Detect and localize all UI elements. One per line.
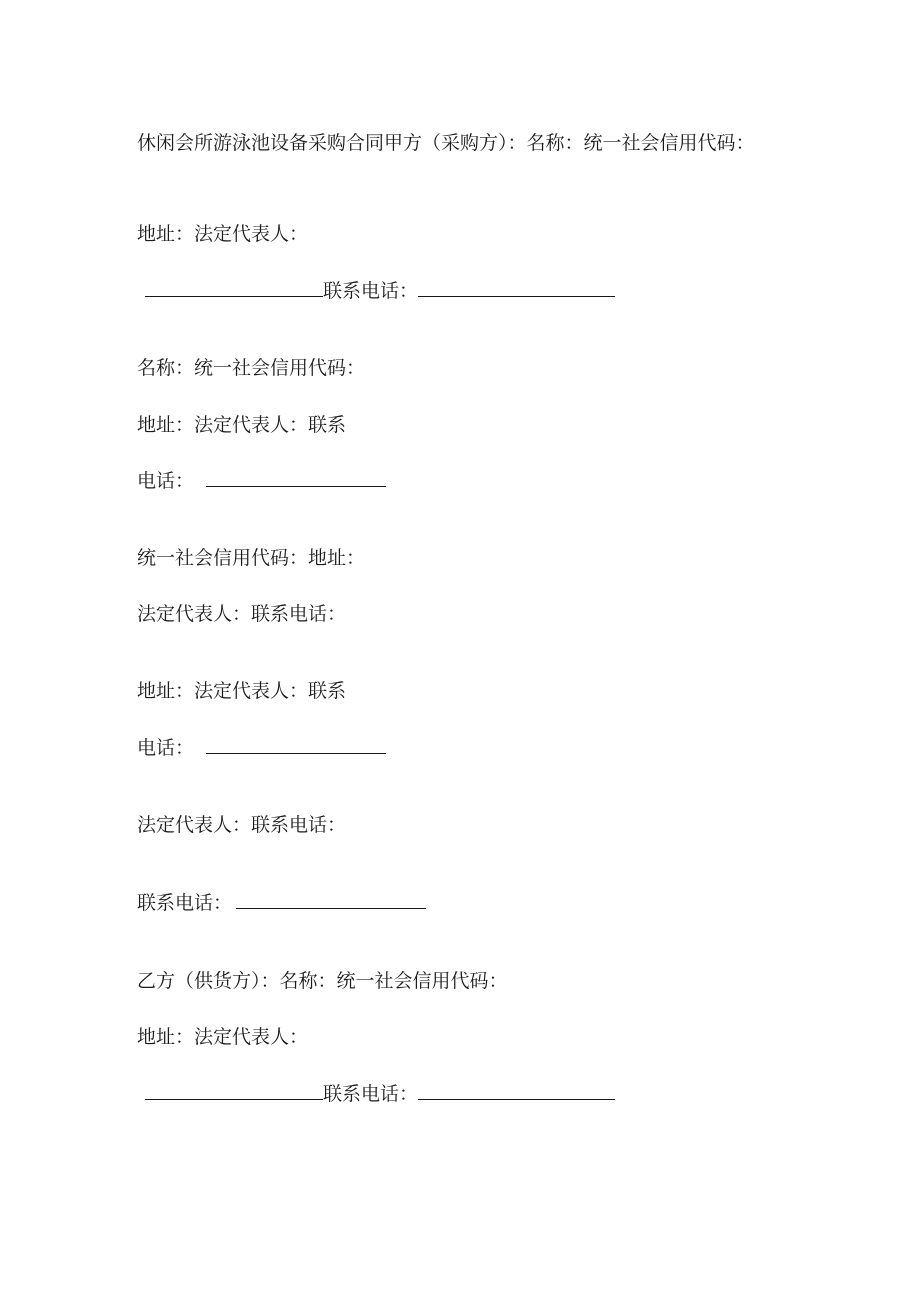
contract-heading — [137, 126, 767, 160]
party-b-phone-line — [145, 1077, 615, 1111]
block4-phone-blank[interactable] — [206, 733, 386, 754]
party-b-rep-blank[interactable] — [145, 1079, 323, 1100]
party-b-phone-blank[interactable] — [418, 1079, 615, 1100]
block3-rep-label: 法定代表人：联系电话： — [137, 603, 347, 625]
block2-address-label: 地址：法定代表人：联系 — [137, 414, 347, 436]
block4-address-line — [137, 674, 346, 708]
block2-phone-label: 电话： — [137, 470, 195, 492]
block6-phone-blank[interactable] — [236, 888, 426, 909]
block2-name-line — [137, 351, 365, 385]
party-b-address-label: 地址：法定代表人： — [137, 1026, 309, 1048]
block2-phone-line — [137, 464, 386, 498]
block6-phone-label: 联系电话： — [137, 892, 233, 914]
party-a-phone-blank[interactable] — [418, 276, 615, 297]
block3-credit-label: 统一社会信用代码：地址： — [137, 547, 366, 569]
block2-phone-blank[interactable] — [206, 466, 386, 487]
party-a-phone-label: 联系电话： — [323, 280, 419, 302]
party-a-address-label: 地址：法定代表人： — [137, 223, 309, 245]
block2-address-line — [137, 408, 346, 442]
party-b-phone-label: 联系电话： — [323, 1083, 419, 1105]
party-b-title-line — [137, 964, 508, 998]
block4-address-label: 地址：法定代表人：联系 — [137, 680, 347, 702]
party-a-address-line — [137, 217, 308, 251]
party-a-phone-line — [145, 274, 615, 308]
heading-text: 休闲会所游泳池设备采购合同甲方（采购方）：名称：统一社会信用代码： — [137, 132, 755, 154]
block4-phone-line — [137, 731, 386, 765]
block5-rep-line — [137, 808, 346, 842]
rep-name-blank[interactable] — [145, 276, 323, 297]
party-b-title: 乙方（供货方）：名称：统一社会信用代码： — [137, 970, 508, 992]
block5-rep-label: 法定代表人：联系电话： — [137, 814, 347, 836]
block4-phone-label: 电话： — [137, 737, 195, 759]
block3-rep-line — [137, 597, 346, 631]
block3-credit-line — [137, 541, 365, 575]
block6-phone-line — [137, 886, 426, 920]
block2-name-label: 名称：统一社会信用代码： — [137, 357, 366, 379]
party-b-address-line — [137, 1020, 308, 1054]
